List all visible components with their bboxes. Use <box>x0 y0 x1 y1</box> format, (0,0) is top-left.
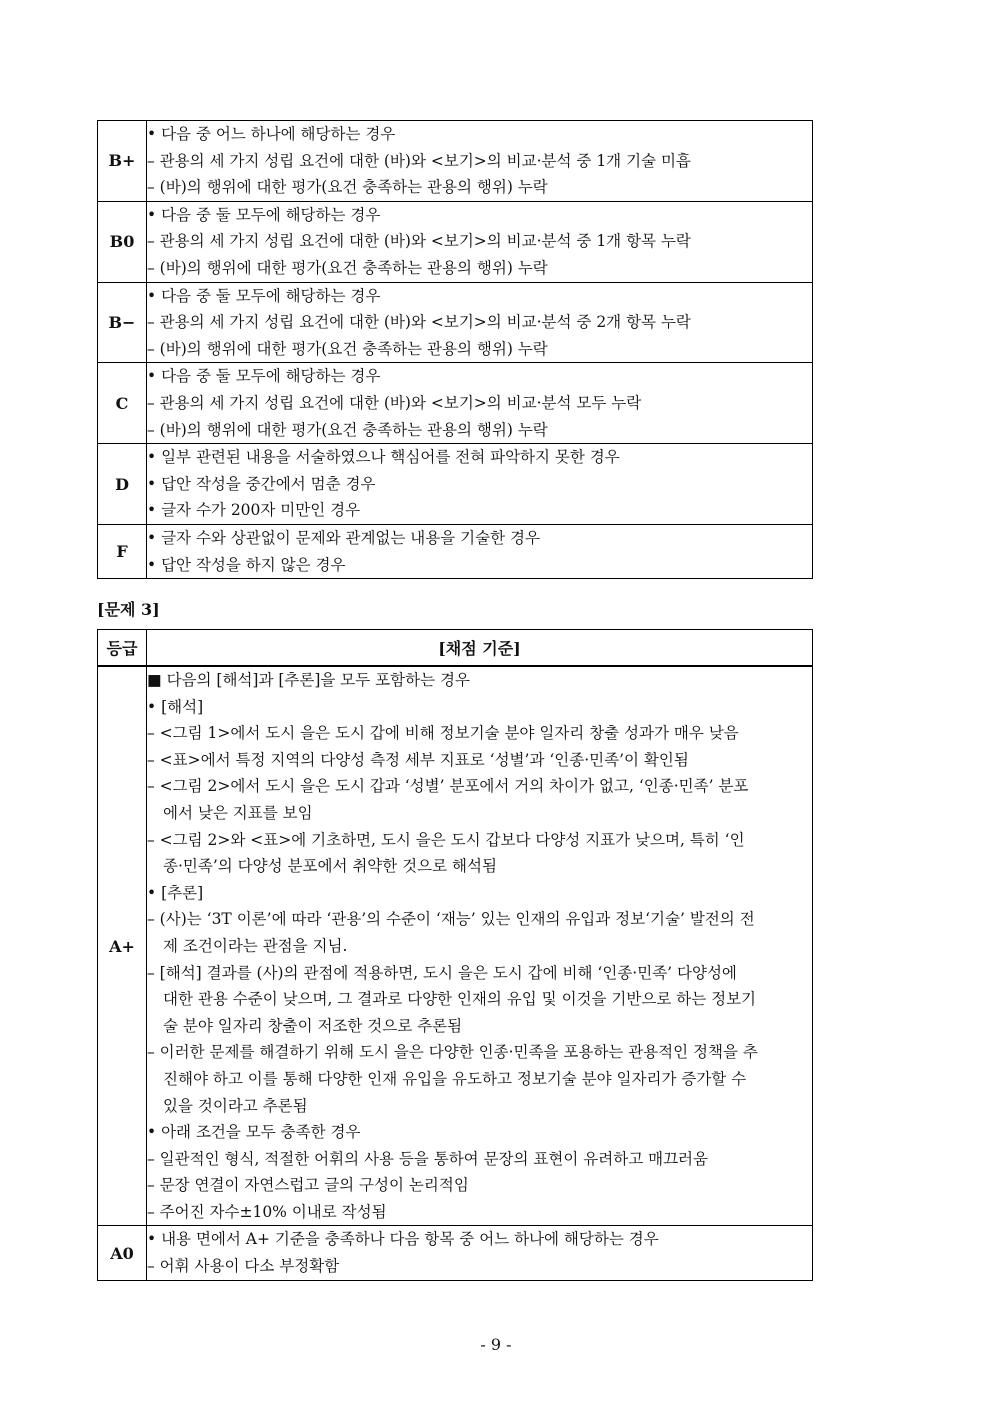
criteria-cell <box>147 282 813 363</box>
criteria-line: – (바)의 행위에 대한 평가(요건 충족하는 관용의 행위) 누락 <box>147 420 548 439</box>
grade-label: C <box>98 363 147 444</box>
grade-label: D <box>98 444 147 525</box>
table-row <box>98 444 813 525</box>
criteria-line: – 문장 연결이 자연스럽고 글의 구성이 논리적임 <box>147 1176 469 1195</box>
criteria-cell <box>147 1226 813 1280</box>
criteria-line: – 일관적인 형식, 적절한 어휘의 사용 등을 통하여 문장의 표현이 유려하고 매끄러움 <box>147 1149 708 1168</box>
page-number: - 9 - <box>480 1335 512 1354</box>
table-row <box>98 121 813 202</box>
header-grade: 등급 <box>98 630 147 667</box>
criteria-line: • 답안 작성을 중간에서 멈춘 경우 <box>147 474 376 493</box>
criteria-line: – 어휘 사용이 다소 부정확함 <box>147 1257 340 1276</box>
criteria-line: – 관용의 세 가지 성립 요건에 대한 (바)와 <보기>의 비교·분석 중 1개 항목 누락 <box>147 232 691 251</box>
table-row <box>98 524 813 578</box>
criteria-line: • 내용 면에서 A+ 기준을 충족하나 다음 항목 중 어느 하나에 해당하는 경우 <box>147 1230 659 1249</box>
criteria-line: – (바)의 행위에 대한 평가(요건 충족하는 관용의 행위) 누락 <box>147 258 548 277</box>
criteria-line: – (바)의 행위에 대한 평가(요건 충족하는 관용의 행위) 누락 <box>147 339 548 358</box>
criteria-line: – <표>에서 특정 지역의 다양성 측정 세부 지표로 ‘성별’과 ‘인종·민족’이 확인됨 <box>147 750 689 769</box>
criteria-cell <box>147 524 813 578</box>
criteria-line: • 글자 수가 200자 미만인 경우 <box>147 501 361 520</box>
criteria-line: – 주어진 자수±10% 이내로 작성됨 <box>147 1202 387 1221</box>
question-title: [문제 3] <box>97 600 160 619</box>
criteria-line: • 답안 작성을 하지 않은 경우 <box>147 555 346 574</box>
criteria-line: 술 분야 일자리 창출이 저조한 것으로 추론됨 <box>163 1016 463 1035</box>
table-row <box>98 1226 813 1280</box>
table-row <box>98 666 813 1226</box>
criteria-line: 있을 것이라고 추론됨 <box>163 1096 308 1115</box>
grade-label: B0 <box>98 201 147 282</box>
criteria-cell <box>147 666 813 1226</box>
criteria-line: 진해야 하고 이를 통해 다양한 인재 유입을 유도하고 정보기술 분야 일자리가 증가할 수 <box>163 1069 747 1088</box>
criteria-cell <box>147 363 813 444</box>
table-row <box>98 201 813 282</box>
criteria-line: • [해석] <box>147 697 204 716</box>
criteria-line: • 아래 조건을 모두 충족한 경우 <box>147 1123 361 1142</box>
criteria-line: 대한 관용 수준이 낮으며, 그 결과로 다양한 인재의 유입 및 이것을 기반으로 하는 정보기 <box>163 990 757 1009</box>
criteria-line: – 이러한 문제를 해결하기 위해 도시 을은 다양한 인종·민족을 포용하는 관용적인 정책을 추 <box>147 1043 758 1062</box>
criteria-cell <box>147 121 813 202</box>
grading-table-problem-3 <box>97 629 813 1281</box>
criteria-line: – <그림 2>와 <표>에 기초하면, 도시 을은 도시 갑보다 다양성 지표가 낮으며, 특히 ‘인 <box>147 830 745 849</box>
criteria-cell <box>147 444 813 525</box>
grade-label: A0 <box>98 1226 147 1280</box>
criteria-line: 제 조건이라는 관점을 지님. <box>163 936 348 955</box>
grade-label: B+ <box>98 121 147 202</box>
criteria-line: – [해석] 결과를 (사)의 관점에 적용하면, 도시 을은 도시 갑에 비해 ‘인종·민족’ 다양성에 <box>147 963 737 982</box>
criteria-cell <box>147 201 813 282</box>
criteria-line: – <그림 2>에서 도시 을은 도시 갑과 ‘성별’ 분포에서 거의 차이가 없고, ‘인종·민족’ 분포 <box>147 777 749 796</box>
table-header-row <box>98 630 813 667</box>
table-row <box>98 363 813 444</box>
criteria-line: – (바)의 행위에 대한 평가(요건 충족하는 관용의 행위) 누락 <box>147 178 548 197</box>
criteria-line: • 다음 중 둘 모두에 해당하는 경우 <box>147 205 381 224</box>
criteria-line: • 다음 중 둘 모두에 해당하는 경우 <box>147 367 381 386</box>
grade-label: A+ <box>98 666 147 1226</box>
criteria-line: – (사)는 ‘3T 이론’에 따라 ‘관용’의 수준이 ‘재능’ 있는 인재의 유입과 정보‘기술’ 발전의 전 <box>147 910 755 929</box>
criteria-line: 종·민족’의 다양성 분포에서 취약한 것으로 해석됨 <box>163 857 497 876</box>
criteria-line: – 관용의 세 가지 성립 요건에 대한 (바)와 <보기>의 비교·분석 모두 누락 <box>147 393 642 412</box>
criteria-line: • 다음 중 둘 모두에 해당하는 경우 <box>147 286 381 305</box>
criteria-line: • 일부 관련된 내용을 서술하였으나 핵심어를 전혀 파악하지 못한 경우 <box>147 448 620 467</box>
grade-label: F <box>98 524 147 578</box>
criteria-line: – 관용의 세 가지 성립 요건에 대한 (바)와 <보기>의 비교·분석 중 1개 기술 미흡 <box>147 151 691 170</box>
grade-label: B− <box>98 282 147 363</box>
criteria-line: ■ 다음의 [해석]과 [추론]을 모두 포함하는 경우 <box>147 671 470 689</box>
header-criteria: [채점 기준] <box>147 630 813 667</box>
criteria-line: – <그림 1>에서 도시 을은 도시 갑에 비해 정보기술 분야 일자리 창출 성과가 매우 낮음 <box>147 724 739 743</box>
criteria-line: • 글자 수와 상관없이 문제와 관계없는 내용을 기술한 경우 <box>147 528 540 547</box>
table-row <box>98 282 813 363</box>
criteria-line: 에서 낮은 지표를 보임 <box>163 803 313 822</box>
criteria-line: – 관용의 세 가지 성립 요건에 대한 (바)와 <보기>의 비교·분석 중 2개 항목 누락 <box>147 313 691 332</box>
criteria-line: • [추론] <box>147 883 204 902</box>
grading-table-problem-2 <box>97 120 813 579</box>
criteria-line: • 다음 중 어느 하나에 해당하는 경우 <box>147 125 396 143</box>
